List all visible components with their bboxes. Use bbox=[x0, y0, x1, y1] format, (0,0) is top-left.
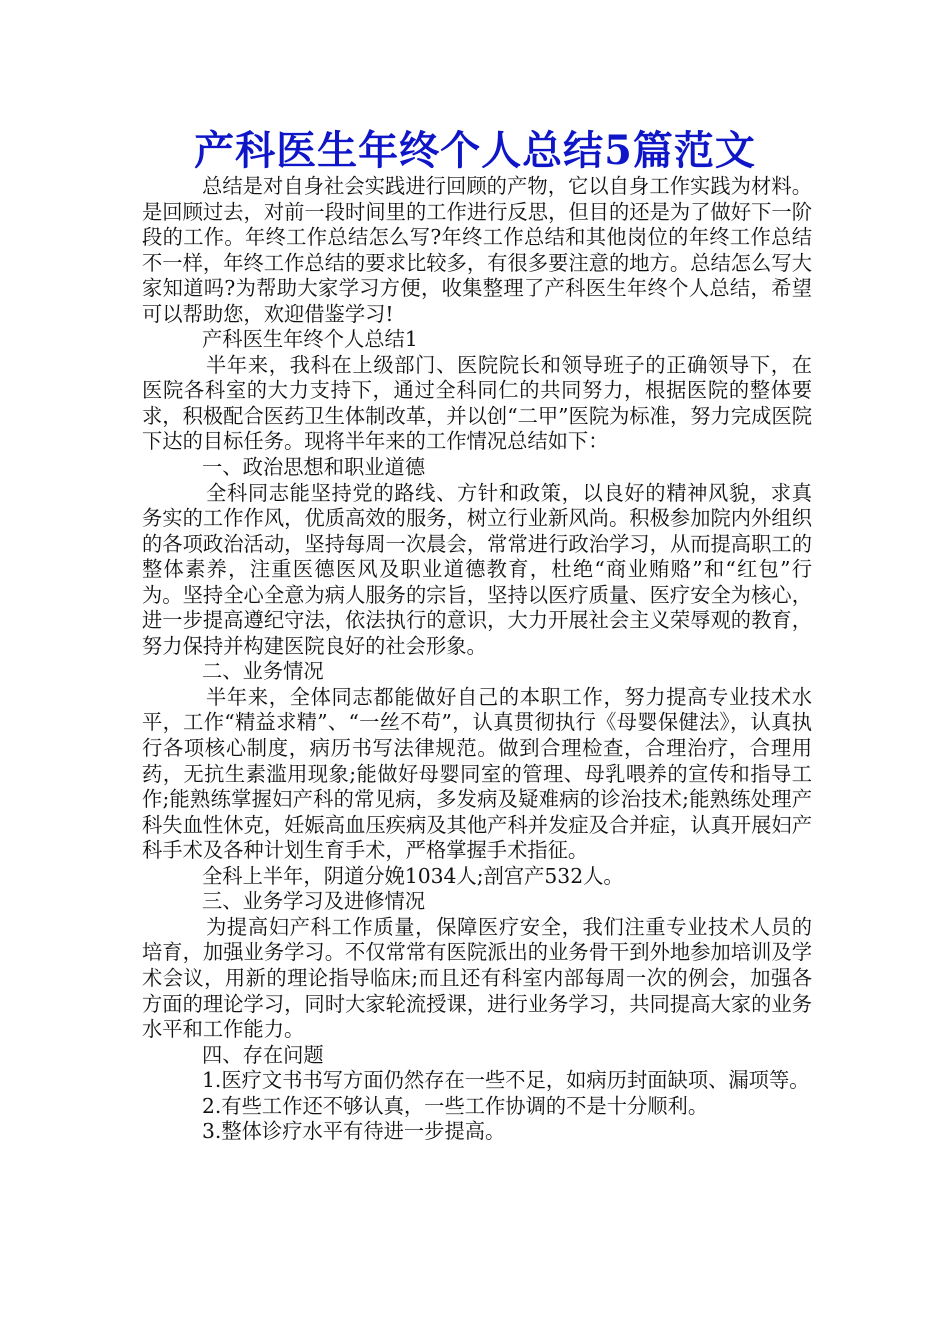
intro-paragraph: 总结是对自身社会实践进行回顾的产物，它以自身工作实践为材料。是回顾过去，对前一段时间里的工作进行反思，但目的还是为了做好下一阶段的工作。年终工作总结怎么写?年终工作总结和其他岗位的年终工作总结不一样，年终工作总结的要求比较多，有很多要注意的地方。总结怎么写大家知道吗?为帮助大家学习方便，收集整理了产科医生年终个人总结，希望可以帮助您，欢迎借鉴学习! bbox=[142, 174, 812, 326]
problem-item-2: 2.有些工作还不够认真，一些工作协调的不是十分顺利。 bbox=[202, 1093, 709, 1118]
heading-business: 二、业务情况 bbox=[202, 659, 324, 684]
study-paragraph: 为提高妇产科工作质量，保障医疗安全，我们注重专业技术人员的培育，加强业务学习。不仅常常有医院派出的业务骨干到外地参加培训及学术会议，用新的理论指导临床;而且还有科室内部每周一次的例会，加强各方面的理论学习，同时大家轮流授课，进行业务学习，共同提高大家的业务水平和工作能力。 bbox=[142, 914, 812, 1042]
problem-item-3: 3.整体诊疗水平有待进一步提高。 bbox=[202, 1119, 506, 1144]
problem-item-1: 1.医疗文书书写方面仍然存在一些不足，如病历封面缺项、漏项等。 bbox=[202, 1068, 810, 1093]
business-stats-paragraph: 全科上半年，阴道分娩1034人;剖宫产532人。 bbox=[202, 863, 624, 888]
heading-study: 三、业务学习及进修情况 bbox=[202, 889, 426, 914]
overview-paragraph: 半年来，我科在上级部门、医院院长和领导班子的正确领导下，在医院各科室的大力支持下，通过全科同仁的共同努力，根据医院的整体要求，积极配合医药卫生体制改革，并以创“二甲”医院为标准，努力完成医院下达的目标任务。现将半年来的工作情况总结如下： bbox=[142, 352, 812, 454]
document-title: 产科医生年终个人总结5篇范文 bbox=[194, 127, 756, 174]
section-title: 产科医生年终个人总结1 bbox=[202, 327, 418, 352]
heading-problems: 四、存在问题 bbox=[202, 1042, 324, 1067]
business-paragraph: 半年来，全体同志都能做好自己的本职工作，努力提高专业技术水平，工作“精益求精”、“一丝不苟”，认真贯彻执行《母婴保健法》，认真执行各项核心制度，病历书写法律规范。做到合理检查，合理治疗，合理用药，无抗生素滥用现象;能做好母婴同室的管理、母乳喂养的宣传和指导工作;能熟练掌握妇产科的常见病，多发病及疑难病的诊治技术;能熟练处理产科失血性休克，妊娠高血压疾病及其他产科并发症及合并症，认真开展妇产科手术及各种计划生育手术，严格掌握手术指征。 bbox=[142, 684, 812, 863]
heading-politics: 一、政治思想和职业道德 bbox=[202, 455, 426, 480]
document-body bbox=[142, 174, 812, 1145]
politics-paragraph: 全科同志能坚持党的路线、方针和政策，以良好的精神风貌，求真务实的工作作风，优质高效的服务，树立行业新风尚。积极参加院内外组织的各项政治活动，坚持每周一次晨会，常常进行政治学习，从而提高职工的整体素养，注重医德医风及职业道德教育，杜绝“商业贿赂”和“红包”行为。坚持全心全意为病人服务的宗旨，坚持以医疗质量、医疗安全为核心，进一步提高遵纪守法，依法执行的意识，大力开展社会主义荣辱观的教育，努力保持并构建医院良好的社会形象。 bbox=[142, 480, 812, 658]
